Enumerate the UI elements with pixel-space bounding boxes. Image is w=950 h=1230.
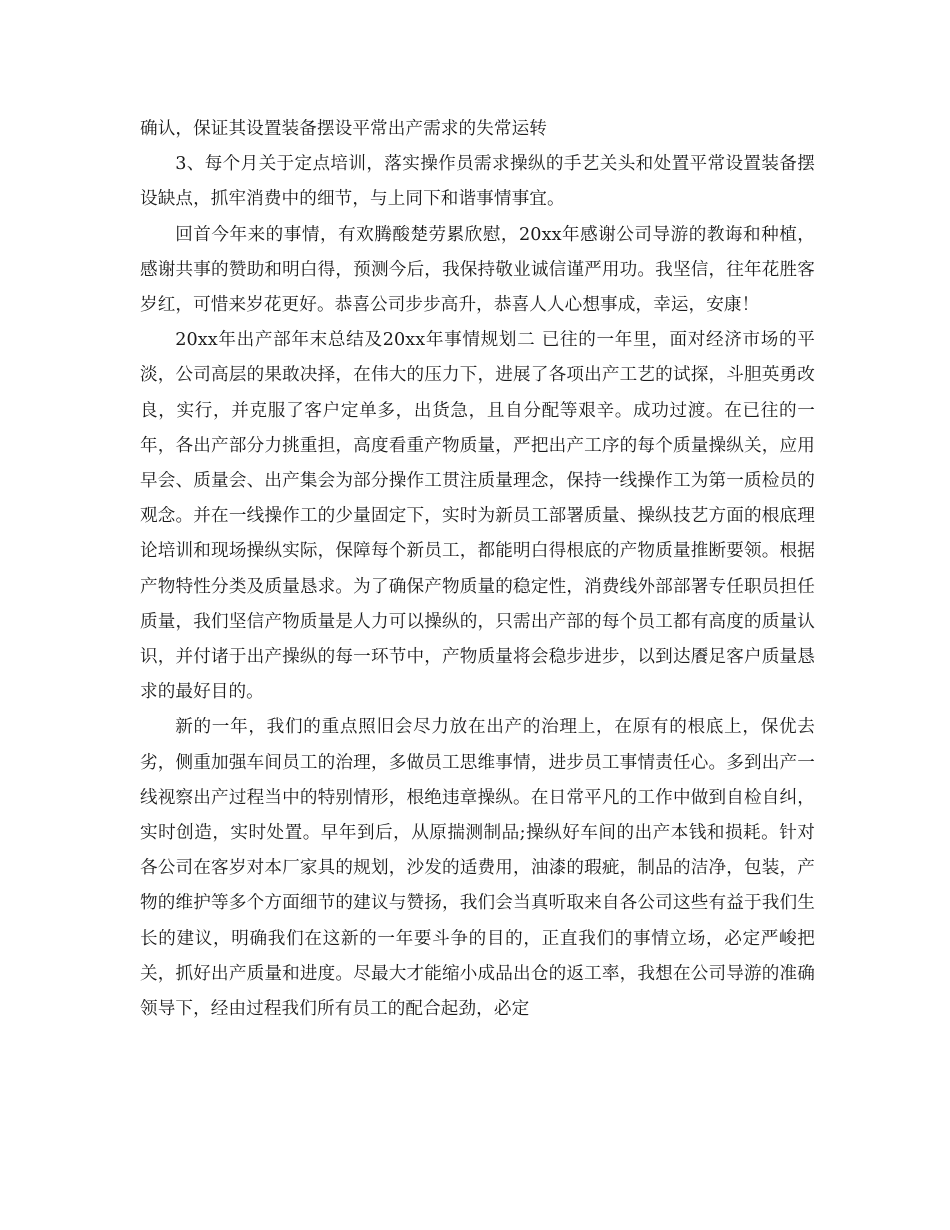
paragraph-training: 3、每个月关于定点培训，落实操作员需求操纵的手艺关头和处置平常设置装备摆设缺点，抓牢消费中的细节，与上同下和谐事情事宜。 [140, 154, 815, 210]
paragraph-review: 回首今年来的事情，有欢腾酸楚劳累欣慰，20xx年感谢公司导游的教诲和种植，感谢共事的赞助和明白得，预测今后，我保持敬业诚信谨严用功。我坚信，往年花胜客岁红，可惜来岁花更好。恭喜公司步步高升，恭喜人人心想事成，幸运，安康！ [140, 224, 815, 316]
document-body [140, 112, 815, 1027]
paragraph-summary-two: 20xx年出产部年末总结及20xx年事情规划二 已往的一年里，面对经济市场的平淡，公司高层的果敢决择，在伟大的压力下，进展了各项出产工艺的试探，斗胆英勇改良，实行，并克服了客户定单多，出货急，且自分配等艰辛。成功过渡。在已往的一年，各出产部分力挑重担，高度看重产物质量，严把出产工序的每个质量操纵关，应用早会、质量会、出产集会为部分操作工贯注质量理念，保持一线操作工为第一质检员的观念。并在一线操作工的少量固定下，实时为新员工部署质量、操纵技艺方面的根底理论培训和现场操纵实际，保障每个新员工，都能明白得根底的产物质量推断要领。根据产物特性分类及质量恳求。为了确保产物质量的稳定性，消费线外部部署专任职员担任质量，我们坚信产物质量是人力可以操纵的，只需出产部的每个员工都有高度的质量认识，并付诸于出产操纵的每一环节中，产物质量将会稳步进步，以到达餍足客户质量恳求的最好目的。 [140, 330, 815, 703]
paragraph-new-year: 新的一年，我们的重点照旧会尽力放在出产的治理上，在原有的根底上，保优去劣，侧重加强车间员工的治理，多做员工思维事情，进步员工事情责任心。多到出产一线视察出产过程当中的特别情形，根绝违章操纵。在日常平凡的工作中做到自检自纠，实时创造，实时处置。早年到后，从原揣测制品;操纵好车间的出产本钱和损耗。针对各公司在客岁对本厂家具的规划，沙发的适费用，油漆的瑕疵，制品的洁净，包装，产物的维护等多个方面细节的建议与赞扬，我们会当真听取来自各公司这些有益于我们生长的建议，明确我们在这新的一年要斗争的目的，正直我们的事情立场，必定严峻把关，抓好出产质量和进度。尽最大才能缩小成品出仓的返工率，我想在公司导游的准确领导下，经由过程我们所有员工的配合起劲，必定 [140, 717, 815, 1020]
paragraph-continuation: 确认，保证其设置装备摆设平常出产需求的失常运转 [140, 119, 547, 139]
